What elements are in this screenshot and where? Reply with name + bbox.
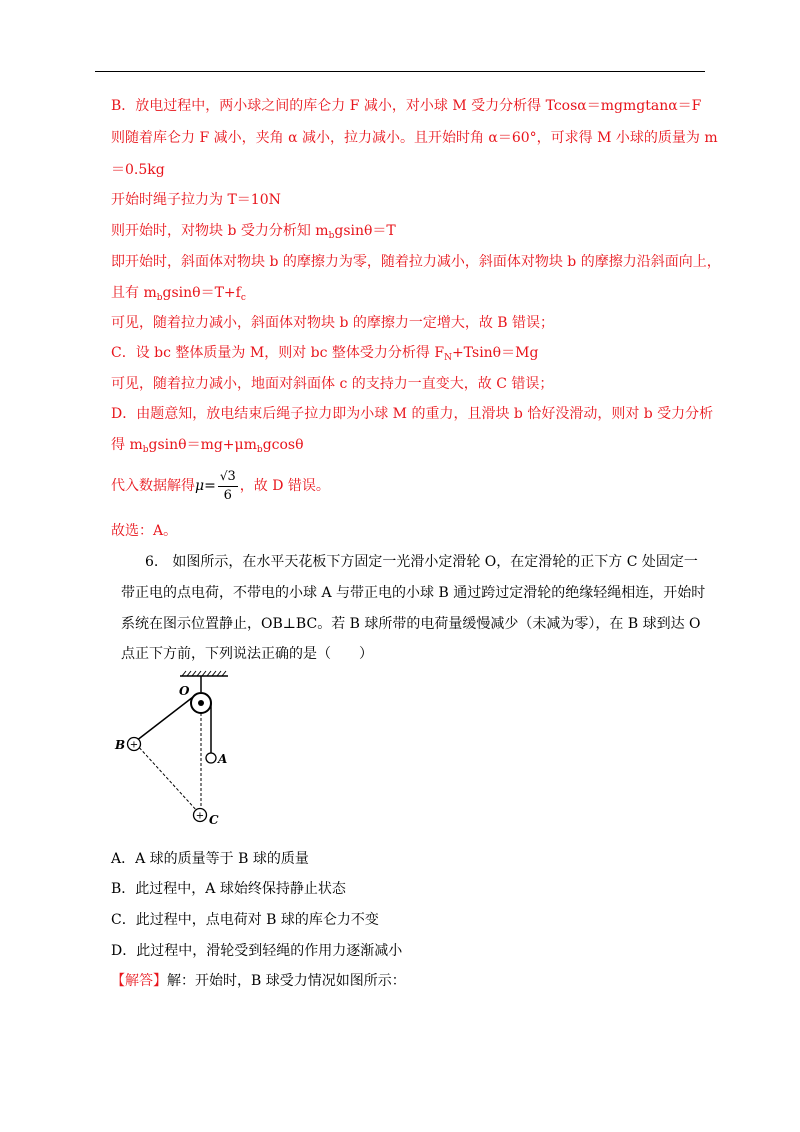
solution-line: ＝0.5kg: [111, 162, 165, 178]
solution-line: 可见，随着拉力减小，地面对斜面体 c 的支持力一直变大，故 C 错误；: [111, 376, 554, 392]
solution-line: 得 $m_bgsin\theta=mg+\mu m_bgcos\theta$: [111, 437, 304, 455]
solution-line-mu: 代入数据解得μ= $\frac{√3}{6}$ ，故 D 错误。: [111, 469, 330, 503]
solution-line: 且有 $m_bgsin\theta=T+f_c$: [111, 285, 246, 303]
option-b: B．此过程中，A 球始终保持静止状态: [111, 881, 346, 897]
solution-line: 即开始时，斜面体对物块 b 的摩擦力为零，随着拉力减小，斜面体对物块 b 的摩擦力沿斜面向上，: [111, 254, 721, 270]
solution-line: 则开始时，对物块 b 受力分析知 $m_bgsin\theta=T$: [111, 223, 396, 241]
solution-line-d: D．由题意知，放电结束后绳子拉力即为小球 M 的重力，且滑块 b 恰好没滑动，则对 b 受力分析: [111, 406, 714, 422]
pulley-figure: [110, 670, 240, 840]
question-text: 系统在图示位置静止，OB⊥BC。若 B 球所带的电荷量缓慢减少（未减为零），在 B 球到达 O: [121, 616, 701, 632]
label-a: A: [218, 752, 228, 766]
ball-a-icon: [206, 753, 216, 763]
label-o: O: [179, 684, 190, 698]
dashed-bc: [136, 744, 198, 812]
label-b: B: [115, 738, 126, 752]
solution-line: 则随着库仑力 F 减小，夹角 α 减小，拉力减小。且开始时角 α＝60°，可求得 M 小球的质量为 m: [111, 130, 718, 146]
mu-fraction: $\frac{√3}{6}$: [219, 469, 236, 503]
solution-line-b: B．放电过程中，两小球之间的库仑力 F 减小，对小球 M 受力分析得 Tcosα＝mgmgtanα＝F: [111, 98, 702, 114]
option-c: C．此过程中，点电荷对 B 球的库仑力不变: [111, 912, 379, 928]
answer-tag: 【解答】: [111, 973, 167, 989]
option-a: A．A 球的质量等于 B 球的质量: [111, 851, 309, 867]
solution-line: 开始时绳子拉力为 T＝10N: [111, 192, 281, 208]
option-d: D．此过程中，滑轮受到轻绳的作用力逐渐减小: [111, 943, 403, 959]
answer-line: 【解答】解：开始时，B 球受力情况如图所示：: [111, 973, 406, 989]
header-rule: [95, 71, 705, 72]
svg-text:+: +: [195, 810, 205, 822]
question-text: 点正下方前，下列说法正确的是（ ）: [121, 646, 373, 662]
solution-line: 可见，随着拉力减小，斜面体对物块 b 的摩擦力一定增大，故 B 错误；: [111, 315, 555, 331]
pulley-axle: [198, 700, 204, 706]
solution-choice: 故选：A。: [111, 523, 178, 539]
rope-to-b: [136, 697, 193, 741]
question-text: 6. 如图所示，在水平天花板下方固定一光滑小定滑轮 O，在定滑轮的正下方 C 处固定一: [145, 554, 698, 570]
question-text: 带正电的点电荷，不带电的小球 A 与带正电的小球 B 通过跨过定滑轮的绝缘轻绳相连，开始时: [121, 585, 706, 601]
label-c: C: [209, 813, 219, 827]
svg-text:+: +: [129, 739, 139, 751]
solution-line-c: C．设 bc 整体质量为 M，则对 bc 整体受力分析得 $F_N+Tsin\theta=Mg$: [111, 345, 539, 363]
